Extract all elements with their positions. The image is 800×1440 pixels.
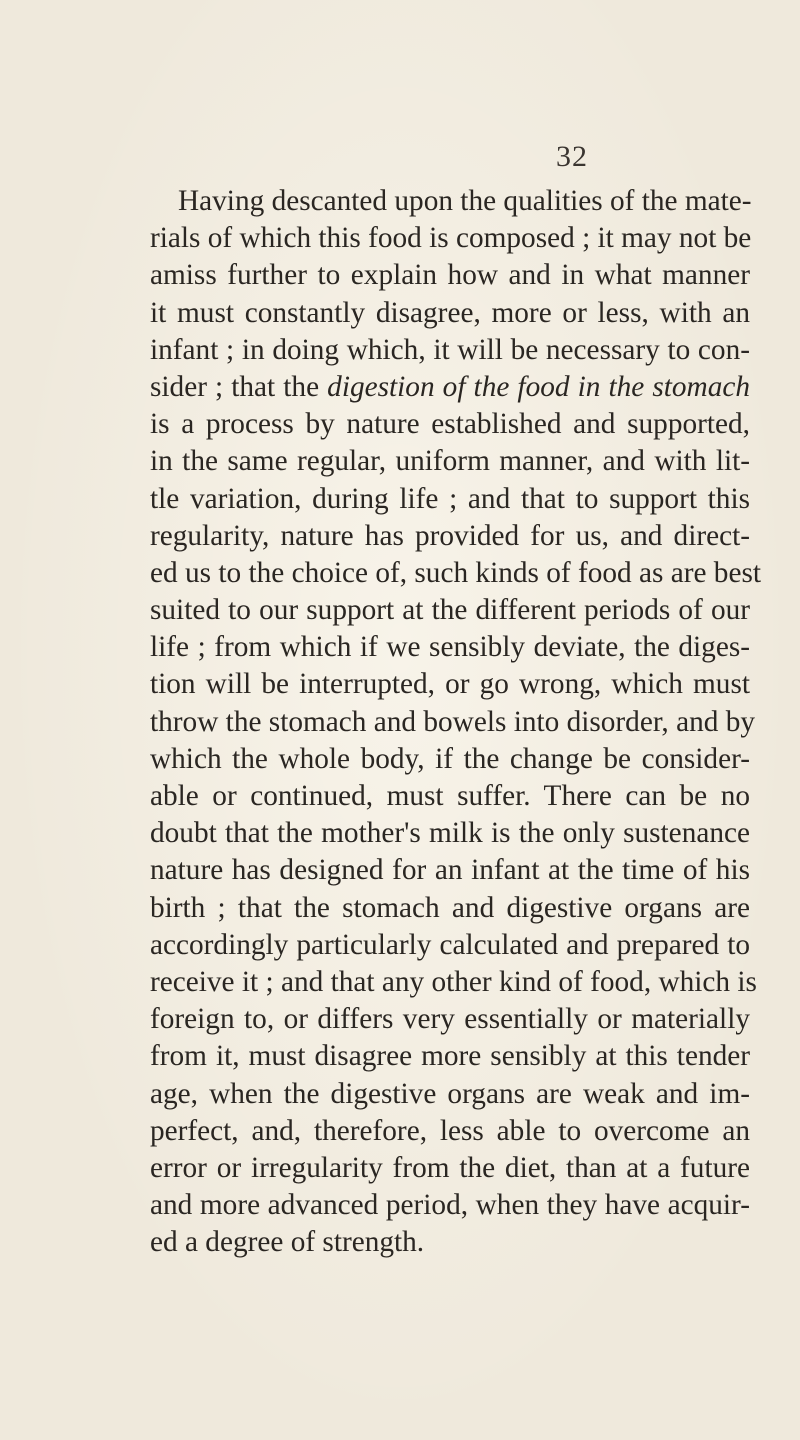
text-line: age, when the digestive organs are weak and im- xyxy=(150,1077,750,1110)
text-line: accordingly particularly calculated and prepared to xyxy=(150,928,750,961)
text-line: throw the stomach and bowels into disorder, and by xyxy=(150,705,755,738)
text-line: suited to our support at the different periods of our xyxy=(150,594,750,627)
page-number: 32 xyxy=(556,140,588,173)
text-line: receive it ; and that any other kind of food, which is xyxy=(150,965,757,998)
text-line: life ; from which if we sensibly deviate, the diges- xyxy=(150,631,750,664)
text-line: perfect, and, therefore, less able to overcome an xyxy=(150,1114,750,1147)
text-line: able or continued, must suffer. There can be no xyxy=(150,780,750,812)
text-segment: sider ; that the xyxy=(150,370,328,403)
italic-phrase: digestion of the food in the stomach xyxy=(327,370,750,403)
text-line: foreign to, or differs very essentially or materially xyxy=(150,1003,750,1036)
text-line: doubt that the mother's milk is the only sustenance xyxy=(150,817,750,850)
text-line: tion will be interrupted, or go wrong, which must xyxy=(150,668,750,701)
text-line: birth ; that the stomach and digestive organs are xyxy=(150,891,750,924)
text-line: which the whole body, if the change be consider- xyxy=(150,742,750,775)
text-line: is a process by nature established and supported, xyxy=(150,408,750,441)
body-paragraph xyxy=(150,183,762,1261)
text-line: and more advanced period, when they have acquir- xyxy=(150,1189,750,1222)
text-line: tle variation, during life ; and that to support this xyxy=(150,482,750,515)
text-line: error or irregularity from the diet, than at a future xyxy=(150,1151,750,1184)
text-line: Having descanted upon the qualities of the mate- xyxy=(178,185,752,217)
text-line xyxy=(150,369,750,406)
text-line: it must constantly disagree, more or less, with an xyxy=(150,296,750,329)
text-line: nature has designed for an infant at the time of his xyxy=(150,854,750,887)
text-line: ed a degree of strength. xyxy=(150,1226,425,1259)
text-line: from it, must disagree more sensibly at this tender xyxy=(150,1040,750,1073)
text-line: regularity, nature has provided for us, and direct- xyxy=(150,519,750,552)
text-line: ed us to the choice of, such kinds of food as are best xyxy=(150,556,762,589)
text-line: rials of which this food is composed ; it may not be xyxy=(150,222,752,255)
text-line: in the same regular, uniform manner, and with lit- xyxy=(150,445,750,478)
text-line: infant ; in doing which, it will be necessary to con- xyxy=(150,333,750,366)
text-line: amiss further to explain how and in what manner xyxy=(150,259,750,292)
